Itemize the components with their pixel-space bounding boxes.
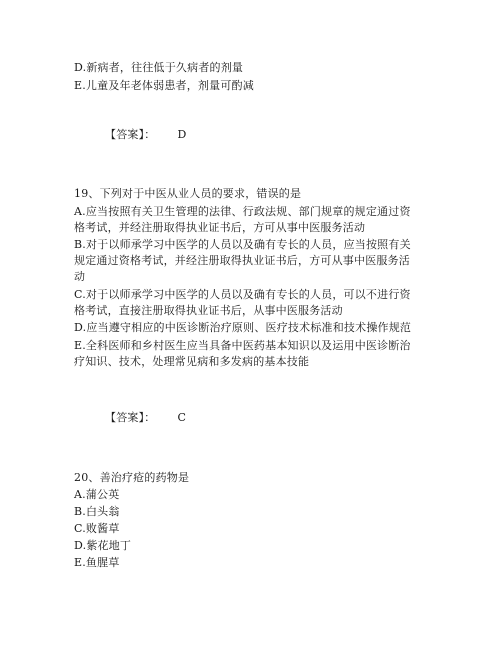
q19-answer: [105, 410, 465, 425]
answer-label: 【答案】：: [105, 128, 156, 141]
q19-option-c-line2: 格考试，直接注册取得执业证书后，从事中医服务活动: [74, 304, 343, 317]
q20-option-c: C.败酱草: [74, 522, 120, 535]
q19-option-a-line2: 格考试，并经注册取得执业证书后，方可从事中医服务活动: [74, 221, 366, 234]
q20-option-d: D.紫花地丁: [74, 539, 132, 552]
q19-stem: 19、下列对于中医从业人员的要求，错误的是: [74, 187, 302, 200]
answer-value: D: [177, 128, 187, 141]
q19-option-e-line2: 疗知识、技术，处理常见病和多发病的基本技能: [74, 355, 310, 368]
q19-option-a-line1: A.应当按照有关卫生管理的法律、行政法规、部门规章的规定通过资: [74, 205, 411, 218]
q19-option-c-line1: C.对于以师承学习中医学的人员以及确有专长的人员，可以不进行资: [74, 288, 411, 301]
q19-option-b-line2: 规定通过资格考试，并经注册取得执业证书后，方可从事中医服务活: [74, 254, 410, 267]
q20-stem: 20、善治疗疮的药物是: [74, 471, 190, 484]
q20-option-e: E.鱼腥草: [74, 556, 120, 569]
q19-option-b-line1: B.对于以师承学习中医学的人员以及确有专长的人员，应当按照有关: [74, 238, 411, 251]
q19-option-d: D.应当遵守相应的中医诊断治疗原则、医疗技术标准和技术操作规范: [74, 321, 412, 334]
q18-answer: [105, 127, 465, 142]
q20-option-a: A.蒲公英: [74, 488, 120, 501]
q19-option-b-line3: 动: [74, 270, 86, 283]
q19-option-e-line1: E.全科医师和乡村医生应当具备中医药基本知识以及运用中医诊断治: [74, 339, 411, 352]
q20-option-b: B.白头翁: [74, 505, 120, 518]
q18-option-e: E.儿童及年老体弱患者，剂量可酌减: [74, 79, 254, 92]
q18-option-d: D.新病者，往往低于久病者的剂量: [74, 61, 244, 74]
answer-label: 【答案】：: [105, 411, 156, 424]
answer-value: C: [177, 411, 187, 424]
